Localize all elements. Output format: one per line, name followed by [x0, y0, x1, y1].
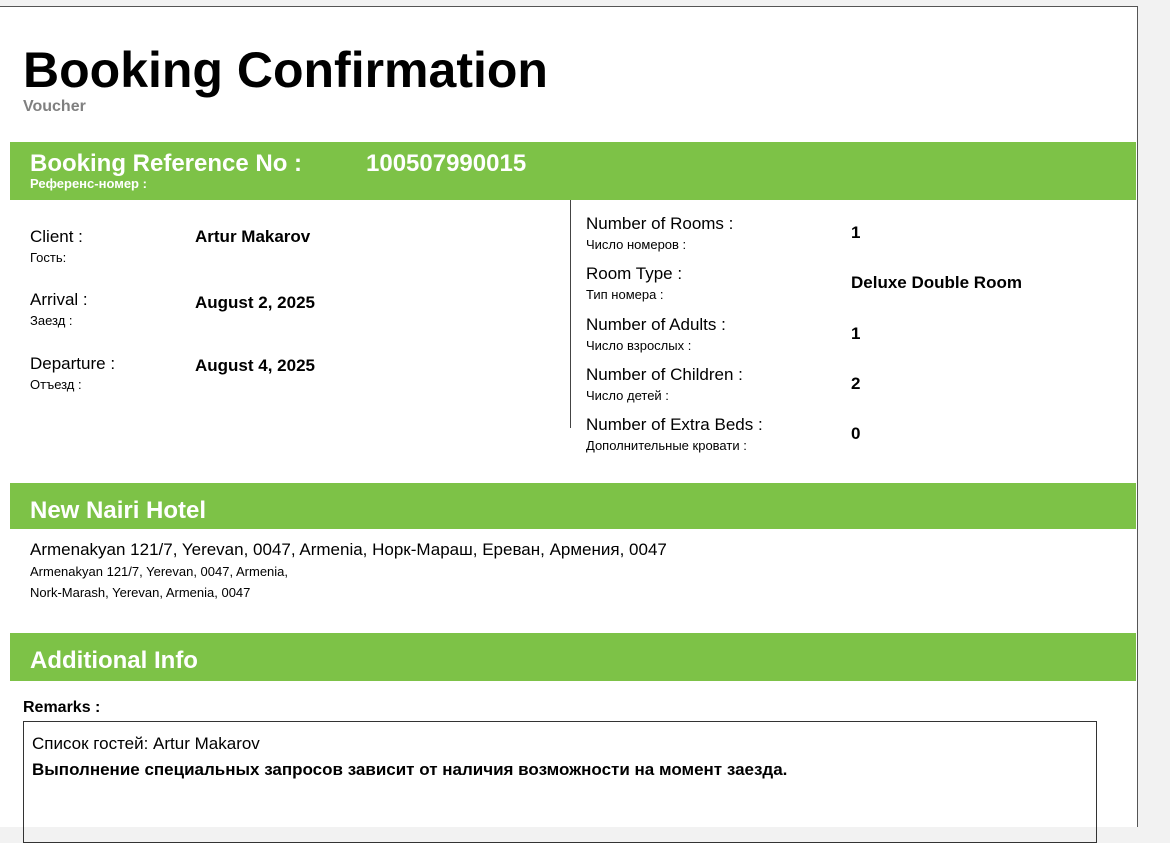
client-sublabel: Гость:: [30, 250, 67, 265]
children-sublabel: Число детей :: [586, 388, 669, 403]
client-label: Client :: [30, 227, 83, 246]
additional-info-title: Additional Info: [30, 647, 198, 674]
hotel-name: New Nairi Hotel: [30, 497, 207, 524]
arrival-sublabel: Заезд :: [30, 313, 73, 328]
adults-value: 1: [851, 324, 861, 343]
hotel-address-line1: Armenakyan 121/7, Yerevan, 0047, Armenia,: [30, 564, 289, 579]
page-subtitle: Voucher: [23, 98, 86, 115]
hotel-address: Armenakyan 121/7, Yerevan, 0047, Armenia, Норк-Мараш, Ереван, Армения, 0047: [30, 540, 667, 559]
children-value: 2: [851, 374, 861, 393]
voucher-page: [0, 6, 1138, 827]
children-label: Number of Children :: [586, 365, 743, 384]
booking-reference-band: [10, 142, 1136, 200]
departure-sublabel: Отъезд :: [30, 377, 82, 392]
adults-sublabel: Число взрослых :: [586, 338, 692, 353]
remarks-guest-list: Список гостей: Artur Makarov: [32, 734, 260, 753]
room-type-sublabel: Тип номера :: [586, 287, 664, 302]
hotel-address-line2: Nork-Marash, Yerevan, Armenia, 0047: [30, 585, 251, 600]
extra-beds-sublabel: Дополнительные кровати :: [586, 438, 747, 453]
departure-value: August 4, 2025: [195, 356, 315, 375]
arrival-label: Arrival :: [30, 290, 88, 309]
arrival-value: August 2, 2025: [195, 293, 315, 312]
additional-info-band: [10, 633, 1136, 681]
reference-sublabel: Референс-номер :: [30, 176, 147, 191]
extra-beds-label: Number of Extra Beds :: [586, 415, 763, 434]
rooms-value: 1: [851, 223, 861, 242]
reference-number: 100507990015: [366, 150, 527, 177]
remarks-label: Remarks :: [23, 699, 101, 716]
rooms-label: Number of Rooms :: [586, 214, 734, 233]
room-type-value: Deluxe Double Room: [851, 273, 1022, 292]
remarks-box: [23, 721, 1097, 843]
extra-beds-value: 0: [851, 424, 861, 443]
adults-label: Number of Adults :: [586, 315, 726, 334]
departure-label: Departure :: [30, 354, 116, 373]
column-divider: [570, 200, 571, 428]
hotel-band: [10, 483, 1136, 529]
page-title: Booking Confirmation: [23, 42, 548, 98]
room-type-label: Room Type :: [586, 264, 683, 283]
rooms-sublabel: Число номеров :: [586, 237, 687, 252]
remarks-special-requests: Выполнение специальных запросов зависит от наличия возможности на момент заезда.: [32, 760, 788, 779]
reference-label: Booking Reference No :: [30, 150, 303, 177]
client-value: Artur Makarov: [195, 227, 311, 246]
